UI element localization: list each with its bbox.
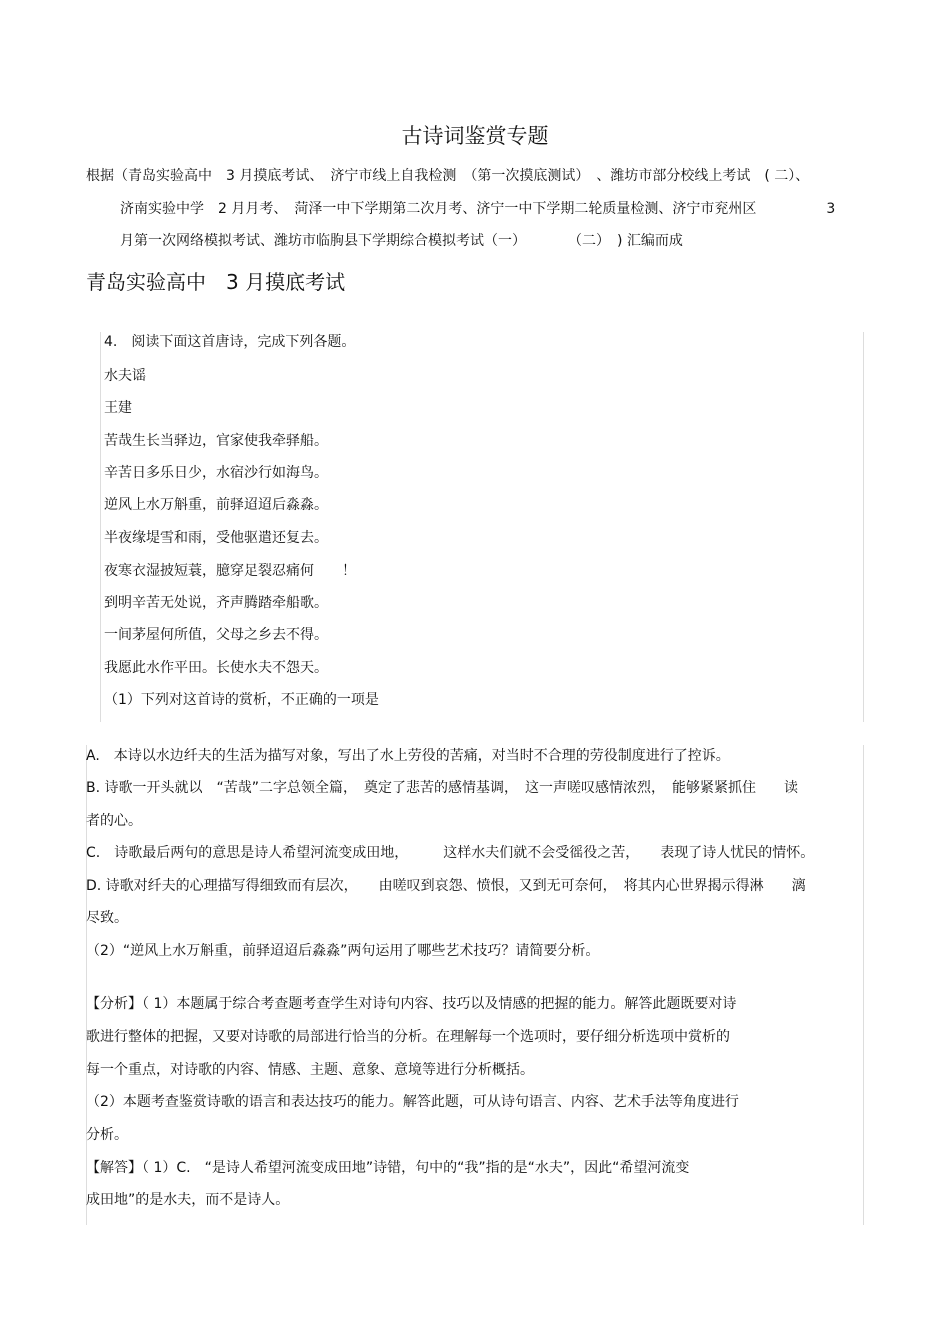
- intro-line: 济南实验中学 2 月月考、 菏泽一中下学期第二次月考、济宁一中下学期二轮质量检测、济宁市兖州区 3: [120, 201, 836, 217]
- option-b: B. 诗歌一开头就以 “苦哉”二字总领全篇， 奠定了悲苦的感情基调， 这一声嗟叹感情浓烈， 能够紧紧抓住 读: [86, 780, 799, 796]
- analysis-line: 【分析】（ 1）本题属于综合考查题考查学生对诗句内容、技巧以及情感的把握的能力。解答此题既要对诗: [86, 996, 737, 1012]
- answer-line: 成田地”的是水夫，而不是诗人。: [86, 1192, 290, 1208]
- poem-line: 夜寒衣湿披短蓑，臆穿足裂忍痛何 ！: [104, 563, 356, 579]
- answer-line: 【解答】（ 1）C. “是诗人希望河流变成田地”诗错，句中的“我”指的是“水夫”，因此“希望河流变: [86, 1160, 690, 1176]
- sub-question-2: （2）“逆风上水万斛重，前驿迢迢后淼淼”两句运用了哪些艺术技巧？请简要分析。: [86, 943, 600, 959]
- poem-line: 苦哉生长当驿边，官家使我牵驿船。: [104, 433, 328, 449]
- poem-line: 一间茅屋何所值，父母之乡去不得。: [104, 627, 328, 643]
- poem-line: 逆风上水万斛重，前驿迢迢后淼淼。: [104, 497, 328, 513]
- poem-line: 辛苦日多乐日少，水宿沙行如海鸟。: [104, 465, 328, 481]
- option-d: D. 诗歌对纤夫的心理描写得细致而有层次， 由嗟叹到哀怨、愤恨，又到无可奈何， 将其内心世界揭示得淋 漓: [86, 878, 806, 894]
- option-d-cont: 尽致。: [86, 910, 128, 926]
- answer-frame: [86, 745, 864, 1225]
- analysis-line: 分析。: [86, 1127, 128, 1143]
- intro-line: 根据（青岛实验高中 3 月摸底考试、 济宁市线上自我检测 （第一次摸底测试） 、潍坊市部分校线上考试 ( 二）、: [86, 168, 810, 184]
- page-title: 古诗词鉴赏专题: [401, 124, 549, 148]
- poem-line: 半夜缘堤雪和雨，受他驱遣还复去。: [104, 530, 328, 546]
- poem-title: 水夫谣: [104, 368, 146, 384]
- analysis-line: 歌进行整体的把握，又要对诗歌的局部进行恰当的分析。在理解每一个选项时，要仔细分析选项中赏析的: [86, 1029, 730, 1045]
- option-b-cont: 者的心。: [86, 813, 142, 829]
- poem-author: 王建: [104, 400, 132, 416]
- option-a: A. 本诗以水边纤夫的生活为描写对象，写出了水上劳役的苦痛，对当时不合理的劳役制度进行了控诉。: [86, 748, 730, 764]
- sub-question-1: （1）下列对这首诗的赏析，不正确的一项是: [104, 692, 379, 708]
- section-heading: 青岛实验高中 3 月摸底考试: [86, 270, 346, 294]
- intro-line: 月第一次网络模拟考试、潍坊市临朐县下学期综合模拟考试（一） （二） ) 汇编而成: [120, 233, 683, 249]
- analysis-line: 每一个重点，对诗歌的内容、情感、主题、意象、意境等进行分析概括。: [86, 1062, 534, 1078]
- question-prompt: 4. 阅读下面这首唐诗，完成下列各题。: [104, 334, 356, 350]
- analysis-line: （2）本题考查鉴赏诗歌的语言和表达技巧的能力。解答此题，可从诗句语言、内容、艺术手法等角度进行: [86, 1094, 739, 1110]
- option-c: C. 诗歌最后两句的意思是诗人希望河流变成田地， 这样水夫们就不会受徭役之苦， 表现了诗人忧民的情怀。: [86, 845, 815, 861]
- poem-line: 我愿此水作平田。长使水夫不怨天。: [104, 660, 328, 676]
- poem-line: 到明辛苦无处说，齐声腾踏牵船歌。: [104, 595, 328, 611]
